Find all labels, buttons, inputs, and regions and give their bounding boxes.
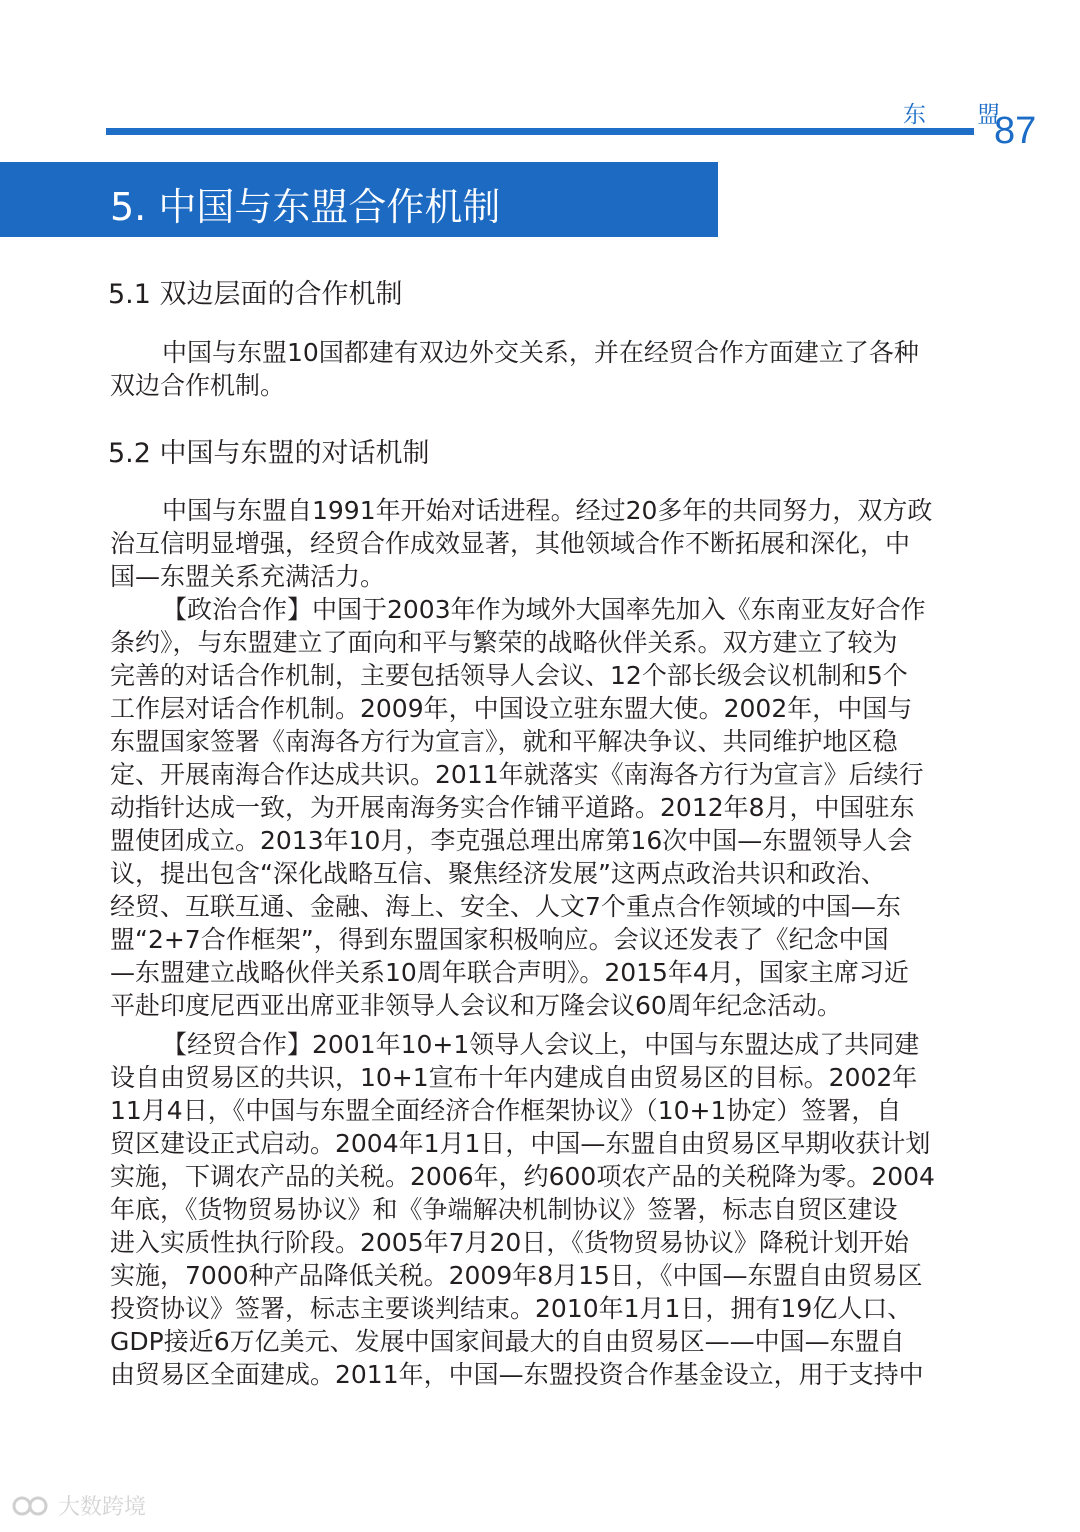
- paragraph-line: 双边合作机制。: [110, 371, 286, 400]
- paragraph-line: 【政治合作】中国于2003年作为域外大国率先加入《东南亚友好合作: [162, 595, 926, 624]
- paragraph-line: —东盟建立战略伙伴关系10周年联合声明》。2015年4月，国家主席习近: [110, 958, 909, 987]
- paragraph-line: 国—东盟关系充满活力。: [110, 562, 386, 591]
- paragraph-line: 定、开展南海合作达成共识。2011年就落实《南海各方行为宣言》后续行: [110, 760, 924, 789]
- paragraph-line: 工作层对话合作机制。2009年，中国设立驻东盟大使。2002年，中国与: [110, 694, 913, 723]
- paragraph-line: 年底，《货物贸易协议》和《争端解决机制协议》签署，标志自贸区建设: [110, 1195, 898, 1224]
- paragraph-line: 设自由贸易区的共识，10+1宣布十年内建成自由贸易区的目标。2002年: [110, 1063, 918, 1092]
- watermark-text: 大数跨境: [58, 1495, 147, 1520]
- section-heading-5-2: 5.2 中国与东盟的对话机制: [108, 438, 430, 469]
- paragraph-line: 实施，下调农产品的关税。2006年，约600项农产品的关税降为零。2004: [110, 1162, 935, 1191]
- chapter-title: 5. 中国与东盟合作机制: [110, 185, 501, 229]
- brand-logo-icon: [12, 1495, 52, 1517]
- paragraph-line: 盟使团成立。2013年10月，李克强总理出席第16次中国—东盟领导人会: [110, 826, 913, 855]
- paragraph-line: 议，提出包含“深化战略互信、聚焦经济发展”这两点政治共识和政治、: [110, 859, 886, 888]
- page-number: 87: [994, 110, 1037, 152]
- paragraph-line: 条约》，与东盟建立了面向和平与繁荣的战略伙伴关系。双方建立了较为: [110, 628, 898, 657]
- paragraph-line: 东盟国家签署《南海各方行为宣言》，就和平解决争议、共同维护地区稳: [110, 727, 898, 756]
- section-heading-5-1: 5.1 双边层面的合作机制: [108, 279, 403, 310]
- paragraph-line: 贸区建设正式启动。2004年1月1日，中国—东盟自由贸易区早期收获计划: [110, 1129, 931, 1158]
- paragraph-line: 经贸、互联互通、金融、海上、安全、人文7个重点合作领域的中国—东: [110, 892, 901, 921]
- running-head: 东 盟: [903, 102, 1023, 128]
- paragraph-line: 中国与东盟10国都建有双边外交关系，并在经贸合作方面建立了各种: [162, 338, 919, 367]
- paragraph-line: 【经贸合作】2001年10+1领导人会议上，中国与东盟达成了共同建: [162, 1030, 920, 1059]
- paragraph-line: GDP接近6万亿美元、发展中国家间最大的自由贸易区——中国—东盟自: [110, 1327, 905, 1356]
- paragraph-line: 由贸易区全面建成。2011年，中国—东盟投资合作基金设立，用于支持中: [110, 1360, 924, 1389]
- paragraph-line: 11月4日，《中国与东盟全面经济合作框架协议》（10+1协定）签署，自: [110, 1096, 902, 1125]
- paragraph-line: 平赴印度尼西亚出席亚非领导人会议和万隆会议60周年纪念活动。: [110, 991, 842, 1020]
- paragraph-line: 动指针达成一致，为开展南海务实合作铺平道路。2012年8月，中国驻东: [110, 793, 915, 822]
- paragraph-line: 进入实质性执行阶段。2005年7月20日，《货物贸易协议》降税计划开始: [110, 1228, 909, 1257]
- header-rule: [106, 128, 974, 135]
- watermark: [12, 1490, 146, 1521]
- paragraph-line: 治互信明显增强，经贸合作成效显著，其他领域合作不断拓展和深化，中: [110, 529, 911, 558]
- paragraph-line: 中国与东盟自1991年开始对话进程。经过20多年的共同努力，双方政: [162, 496, 933, 525]
- paragraph-line: 投资协议》签署，标志主要谈判结束。2010年1月1日，拥有19亿人口、: [110, 1294, 913, 1323]
- paragraph-line: 完善的对话合作机制，主要包括领导人会议、12个部长级会议机制和5个: [110, 661, 908, 690]
- paragraph-line: 盟“2+7合作框架”，得到东盟国家积极响应。会议还发表了《纪念中国: [110, 925, 889, 954]
- paragraph-line: 实施，7000种产品降低关税。2009年8月15日，《中国—东盟自由贸易区: [110, 1261, 923, 1290]
